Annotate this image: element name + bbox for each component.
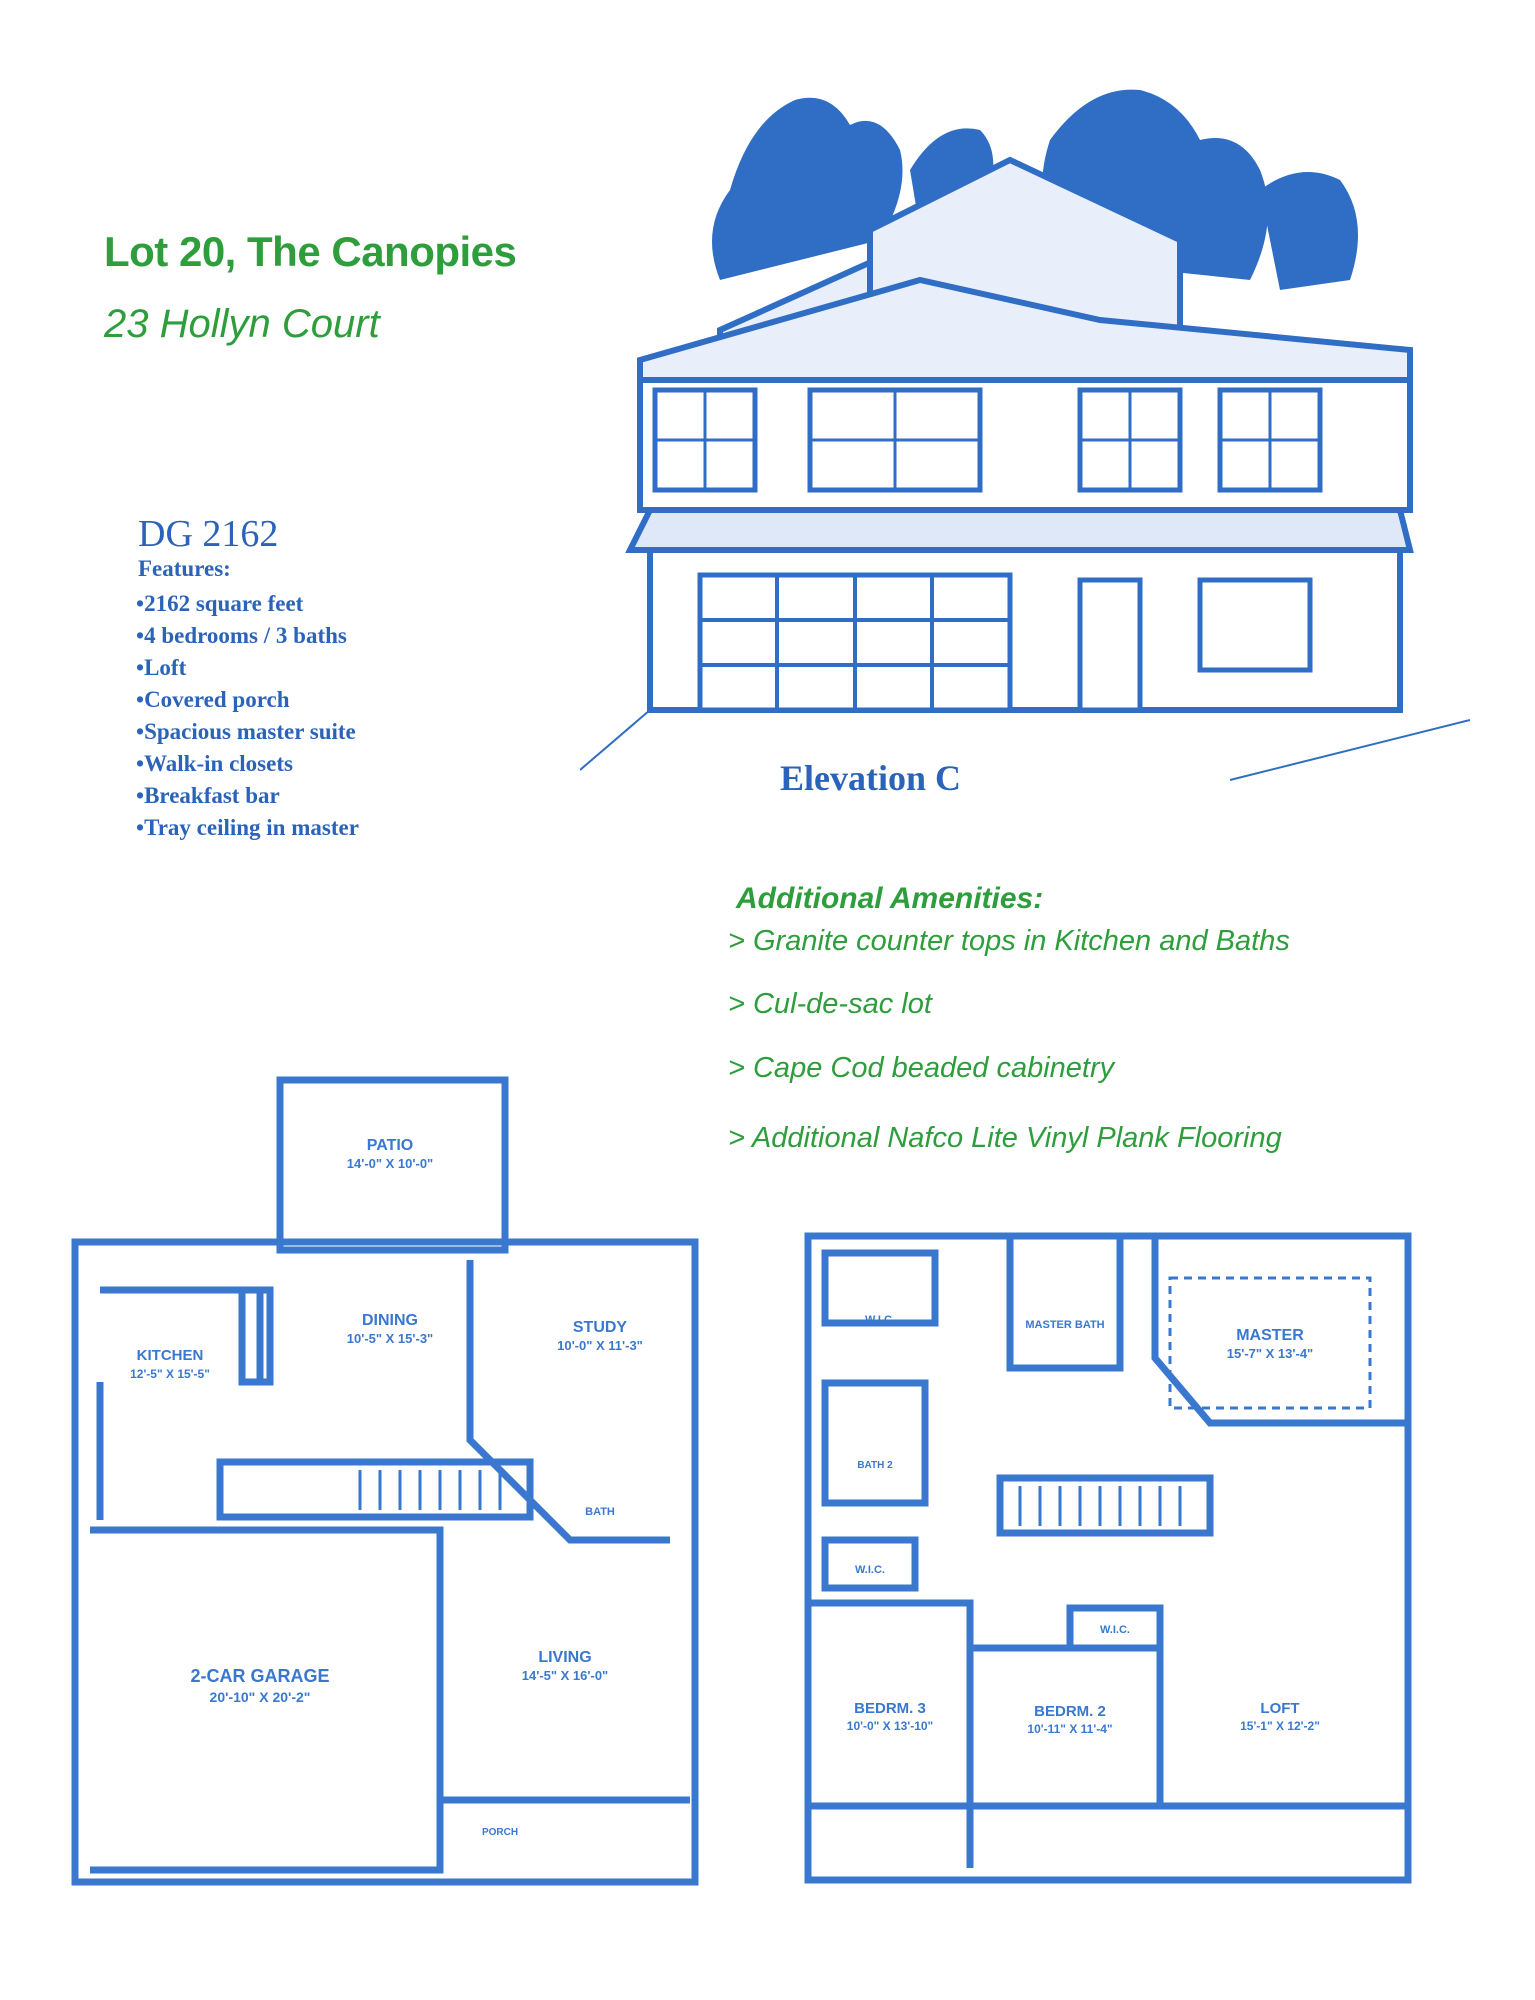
amenities-heading: Additional Amenities: bbox=[736, 882, 1044, 915]
address: 23 Hollyn Court bbox=[104, 302, 380, 346]
wic-bed3-label: W.I.C. bbox=[855, 1564, 885, 1576]
patio-label: PATIO bbox=[366, 1137, 414, 1154]
plan-name: DG 2162 bbox=[138, 513, 279, 555]
feature-item: • Tray ceiling in master bbox=[136, 812, 359, 844]
master-label: MASTER bbox=[1236, 1327, 1304, 1344]
second-floor-labels bbox=[847, 1314, 1320, 1736]
amenity-item: > Additional Nafco Lite Vinyl Plank Flooring bbox=[728, 1122, 1282, 1154]
feature-item: • Loft bbox=[136, 652, 359, 684]
feature-item: • 2162 square feet bbox=[136, 588, 359, 620]
feature-item: • Breakfast bar bbox=[136, 780, 359, 812]
amenity-item: > Cul-de-sac lot bbox=[728, 988, 932, 1020]
dining-dims: 10'-5" X 15'-3" bbox=[346, 1331, 434, 1346]
study-label: STUDY bbox=[572, 1319, 628, 1336]
features-list bbox=[136, 588, 359, 844]
bath2-label: BATH 2 bbox=[857, 1460, 893, 1471]
loft-dims: 15'-1" X 12'-2" bbox=[1240, 1719, 1320, 1733]
second-floor-plan bbox=[800, 1228, 1420, 1888]
kitchen-label: KITCHEN bbox=[136, 1347, 204, 1364]
porch-label: PORCH bbox=[481, 1827, 519, 1838]
first-floor-plan bbox=[70, 1070, 710, 1890]
house-elevation-drawing bbox=[580, 80, 1470, 820]
bed2-label: BEDRM. 2 bbox=[1034, 1703, 1106, 1720]
bed3-label: BEDRM. 3 bbox=[854, 1700, 926, 1717]
garage-dims: 20'-10" X 20'-2" bbox=[209, 1689, 311, 1705]
bed3-dims: 10'-0" X 13'-10" bbox=[846, 1719, 934, 1733]
living-dims: 14'-5" X 16'-0" bbox=[521, 1668, 609, 1683]
lot-title: Lot 20, The Canopies bbox=[104, 228, 517, 275]
wic-master-label: W.I.C. bbox=[865, 1314, 895, 1326]
garage-label: 2-CAR GARAGE bbox=[190, 1666, 330, 1686]
loft-label: LOFT bbox=[1260, 1700, 1300, 1717]
study-dims: 10'-0" X 11'-3" bbox=[557, 1338, 643, 1353]
amenity-item: > Granite counter tops in Kitchen and Baths bbox=[728, 925, 1290, 957]
living-label: LIVING bbox=[538, 1649, 592, 1666]
master-dims: 15'-7" X 13'-4" bbox=[1226, 1346, 1314, 1361]
kitchen-dims: 12'-5" X 15'-5" bbox=[130, 1367, 210, 1381]
wic-bed2-label: W.I.C. bbox=[1100, 1624, 1130, 1636]
dining-label: DINING bbox=[362, 1312, 418, 1329]
feature-item: • Covered porch bbox=[136, 684, 359, 716]
bath-label: BATH bbox=[585, 1506, 615, 1518]
bed2-dims: 10'-11" X 11'-4" bbox=[1027, 1722, 1113, 1736]
features-heading: Features: bbox=[138, 556, 231, 581]
patio-dims: 14'-0" X 10'-0" bbox=[346, 1156, 434, 1171]
amenity-item: > Cape Cod beaded cabinetry bbox=[728, 1052, 1115, 1084]
master-bath-label: MASTER BATH bbox=[1025, 1319, 1105, 1331]
feature-item: • 4 bedrooms / 3 baths bbox=[136, 620, 359, 652]
feature-item: • Walk-in closets bbox=[136, 748, 359, 780]
elevation-label: Elevation C bbox=[780, 758, 962, 798]
feature-item: • Spacious master suite bbox=[136, 716, 359, 748]
